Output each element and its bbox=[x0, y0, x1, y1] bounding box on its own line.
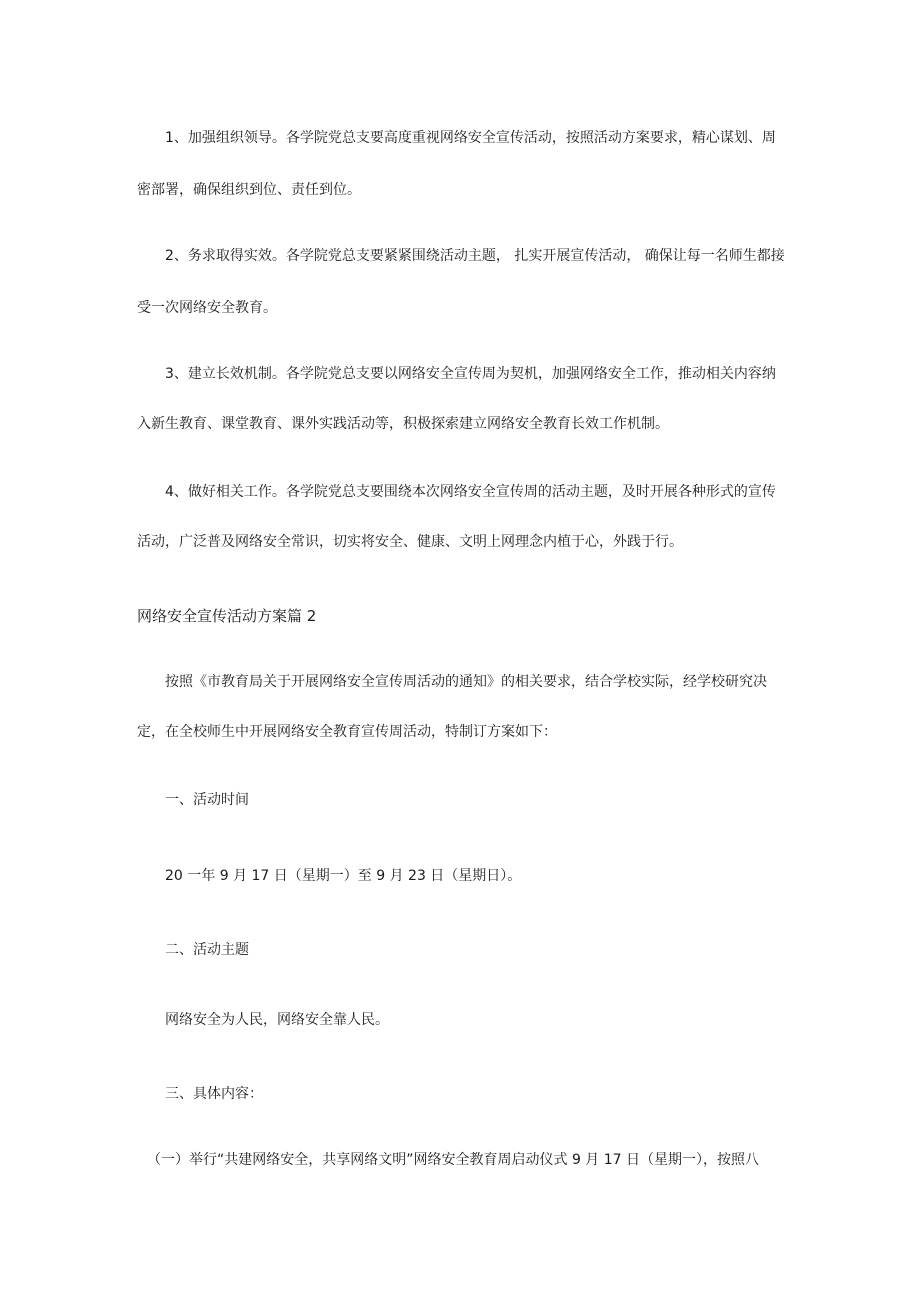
heading-specific-content: 三、具体内容： bbox=[165, 1086, 263, 1102]
para1-line1: 1、加强组织领导。各学院党总支要高度重视网络安全宣传活动，按照活动方案要求，精心谋划、周 bbox=[165, 130, 776, 146]
para3-line1: 3、建立长效机制。各学院党总支要以网络安全宣传周为契机，加强网络安全工作，推动相关内容纳 bbox=[165, 366, 776, 382]
para2-line2: 受一次网络安全教育。 bbox=[137, 300, 277, 316]
para4-line2: 活动，广泛普及网络安全常识，切实将安全、健康、文明上网理念内植于心，外践于行。 bbox=[137, 534, 683, 550]
heading-activity-time: 一、活动时间 bbox=[165, 792, 249, 808]
activity-time-text: 20 一年 9 月 17 日（星期一）至 9 月 23 日（星期日）。 bbox=[165, 868, 522, 884]
intro-line1: 按照《市教育局关于开展网络安全宣传周活动的通知》的相关要求，结合学校实际，经学校研究决 bbox=[165, 674, 767, 690]
para1-line2: 密部署，确保组织到位、责任到位。 bbox=[137, 182, 361, 198]
section-title: 网络安全宣传活动方案篇 2 bbox=[137, 607, 317, 625]
para3-line2: 入新生教育、课堂教育、课外实践活动等，积极探索建立网络安全教育长效工作机制。 bbox=[137, 416, 669, 432]
heading-activity-theme: 二、活动主题 bbox=[165, 942, 249, 958]
para4-line1: 4、做好相关工作。各学院党总支要围绕本次网络安全宣传周的活动主题，及时开展各种形式的宣传 bbox=[165, 484, 776, 500]
content-item-1: （一）举行“共建网络安全，共享网络文明”网络安全教育周启动仪式 9 月 17 日（星期一），按照八 bbox=[147, 1152, 760, 1168]
para2-line1: 2、务求取得实效。各学院党总支要紧紧围绕活动主题， 扎实开展宣传活动， 确保让每一名师生都接 bbox=[165, 248, 785, 264]
activity-theme-text: 网络安全为人民，网络安全靠人民。 bbox=[165, 1012, 389, 1028]
intro-line2: 定，在全校师生中开展网络安全教育宣传周活动，特制订方案如下： bbox=[137, 724, 557, 740]
